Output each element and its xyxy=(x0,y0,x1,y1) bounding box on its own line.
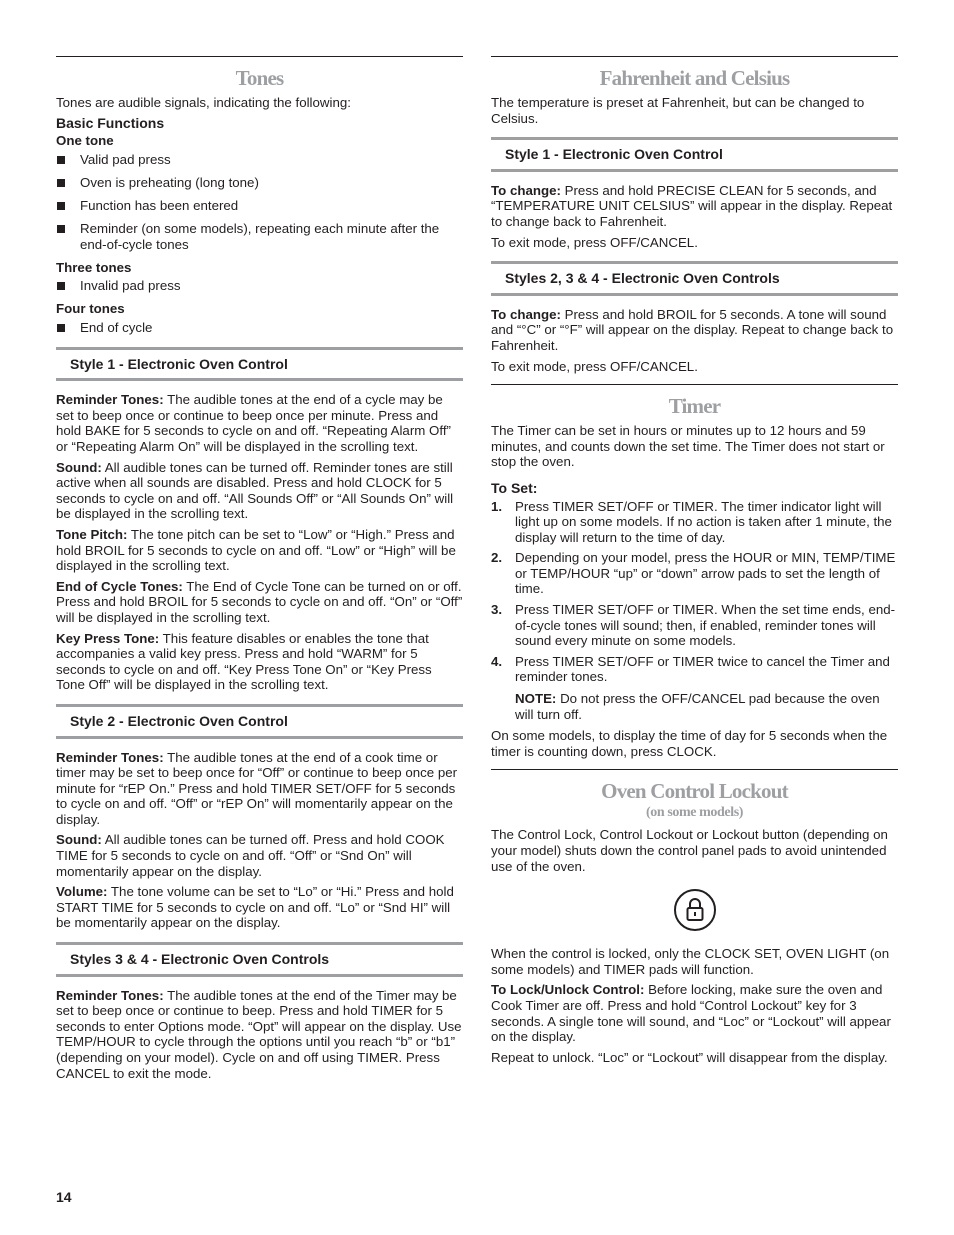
style2-para: Sound: All audible tones can be turned off. Press and hold COOK TIME for 5 seconds to cycle on and off. “Off” or “Snd On” will momentarily appear on the display. xyxy=(56,832,445,879)
style1-para: End of Cycle Tones: The End of Cycle Tone can be turned on or off. Press and hold BROIL for 5 seconds to cycle on and off. “On” or “Off” will be displayed in the scrolling text. xyxy=(56,578,463,625)
right-column xyxy=(491,56,898,1070)
lock-unlock: To Lock/Unlock Control: Before locking, make sure the oven and Cook Timer are off. Press and hold “Control Lockout” key for 3 seconds. A single tone will sound, and “Loc” or “Lockout” will appear on the display. xyxy=(491,982,891,1045)
list-item: Valid pad press xyxy=(56,152,463,168)
page-number: 14 xyxy=(56,1189,72,1205)
section-rule xyxy=(56,56,463,57)
fc-style234-exit: To exit mode, press OFF/CANCEL. xyxy=(491,358,698,374)
list-item: 4. Press TIMER SET/OFF or TIMER twice to cancel the Timer and reminder tones. xyxy=(491,653,890,685)
timer-note: NOTE: Do not press the OFF/CANCEL pad because the oven will turn off. xyxy=(515,691,880,722)
to-set-heading: To Set: xyxy=(491,479,538,496)
timer-title: Timer xyxy=(668,394,721,419)
three-tones-heading: Three tones xyxy=(56,259,132,275)
section-rule xyxy=(491,56,898,57)
section-rule xyxy=(491,384,898,385)
fc-style234-change: To change: Press and hold BROIL for 5 seconds. A tone will sound and “°C” or “°F” will appear on the display. Repeat to change back to Fahrenheit. xyxy=(491,306,894,353)
four-tones-list xyxy=(56,320,463,336)
repeat-unlock: Repeat to unlock. “Loc” or “Lockout” will disappear from the display. xyxy=(491,1049,888,1065)
tones-intro: Tones are audible signals, indicating the following: xyxy=(56,95,351,110)
list-item: End of cycle xyxy=(56,320,463,336)
one-tone-heading: One tone xyxy=(56,133,114,149)
fahrenheit-celsius-title: Fahrenheit and Celsius xyxy=(599,66,790,90)
style1-para: Key Press Tone: This feature disables or enables the tone that accompanies a valid key press. Press and hold “WARM” for 5 seconds to cycle on and off. “Key Press Tone On” or “Key Press Tone Off” will be displayed in the scrolling text. xyxy=(56,630,432,693)
three-tones-list xyxy=(56,278,463,294)
lockout-intro: The Control Lock, Control Lockout or Lockout button (depending on your model) shuts down the control panel pads to avoid unintended use of the oven. xyxy=(491,827,888,874)
list-item: 3. Press TIMER SET/OFF or TIMER. When the set time ends, end-of-cycle tones will sound; then, if enabled, reminder tones will sound every minute on some models. xyxy=(491,602,896,649)
padlock-icon xyxy=(673,888,717,932)
fc-intro: The temperature is preset at Fahrenheit, but can be changed to Celsius. xyxy=(491,95,865,126)
timer-steps xyxy=(491,499,898,686)
list-item: Function has been entered xyxy=(56,198,463,214)
fc-style234-heading: Styles 2, 3 & 4 - Electronic Oven Controls xyxy=(491,261,898,296)
style1-para: Sound: All audible tones can be turned off. Reminder tones are still active when all sounds are disabled. Press and hold CLOCK for 5 seconds to cycle on and off. “All Sounds Off” or “All Sounds On” will be displayed in the scrolling text. xyxy=(56,459,454,522)
section-rule xyxy=(491,769,898,770)
style1-heading: Style 1 - Electronic Oven Control xyxy=(56,347,463,382)
list-item: Oven is preheating (long tone) xyxy=(56,175,463,191)
timer-outro: On some models, to display the time of day for 5 seconds when the timer is counting down, press CLOCK. xyxy=(491,728,888,759)
style1-para: Tone Pitch: The tone pitch can be set to “Low” or “High.” Press and hold BROIL for 5 seconds to cycle on and off. “Low” or “High” will be displayed in the scrolling text. xyxy=(56,526,456,574)
lockout-locked: When the control is locked, only the CLOCK SET, OVEN LIGHT (on some models) and TIMER pads will function. xyxy=(491,946,890,977)
style2-heading: Style 2 - Electronic Oven Control xyxy=(56,704,463,739)
style34-heading: Styles 3 & 4 - Electronic Oven Controls xyxy=(56,942,463,977)
list-item: Invalid pad press xyxy=(56,278,463,294)
list-item: 2. Depending on your model, press the HOUR or MIN, TEMP/TIME or TEMP/HOUR “up” or “down” arrow pads to set the length of time. xyxy=(491,550,896,597)
one-tone-list xyxy=(56,152,463,252)
four-tones-heading: Four tones xyxy=(56,301,125,317)
left-column xyxy=(56,56,463,1086)
lock-icon-wrap xyxy=(491,888,898,932)
lockout-subtitle: (on some models) xyxy=(645,805,744,821)
style1-para: Reminder Tones: The audible tones at the end of a cycle may be set to beep once or continue to beep once per minute. Press and hold BAKE for 5 seconds to cycle on and off. “Repeating Alarm Off” or “Repeating Alarm On” will be displayed in the scrolling text. xyxy=(56,392,451,454)
fc-style1-change: To change: Press and hold PRECISE CLEAN for 5 seconds, and “TEMPERATURE UNIT CELSIUS” will appear in the display. Repeat to change back to Fahrenheit. xyxy=(491,182,893,229)
timer-intro: The Timer can be set in hours or minutes up to 12 hours and 59 minutes, and counts down the set time. The Timer does not start or stop the oven. xyxy=(491,423,885,470)
lockout-title: Oven Control Lockout xyxy=(601,779,788,804)
list-item: Reminder (on some models), repeating each minute after the end-of-cycle tones xyxy=(56,221,463,252)
style2-para: Volume: The tone volume can be set to “Lo” or “Hi.” Press and hold START TIME for 5 seconds to cycle on and off. “Lo” or “Snd HI” will be momentarily appear on the display. xyxy=(56,884,454,931)
style34-para: Reminder Tones: The audible tones at the end of the Timer may be set to beep once or continue to beep. Press and hold TIMER for 5 seconds to enter Options mode. “Opt” will appear on the display. Use TEMP/HOUR to cycle through the options until you reach “b” or “b1” (depending on your model). Cycle on and off using TIMER. Press CANCEL to exit the mode. xyxy=(56,987,462,1081)
list-item: 1. Press TIMER SET/OFF or TIMER. The timer indicator light will light up on some models. If no action is taken after 1 minute, the display will return to the time of day. xyxy=(491,498,892,545)
style2-para: Reminder Tones: The audible tones at the end of a cook time or timer may be set to beep once for “Off” or continue to beep once per minute for “rEP On.” Press and hold TIMER SET/OFF for 5 seconds to cycle on and off. “Off” or “rEP On” will momentarily appear on the display. xyxy=(56,749,458,827)
tones-title: Tones xyxy=(235,66,284,90)
fc-style1-heading: Style 1 - Electronic Oven Control xyxy=(491,137,898,172)
basic-functions-heading: Basic Functions xyxy=(56,114,165,131)
fc-style1-exit: To exit mode, press OFF/CANCEL. xyxy=(491,234,698,250)
